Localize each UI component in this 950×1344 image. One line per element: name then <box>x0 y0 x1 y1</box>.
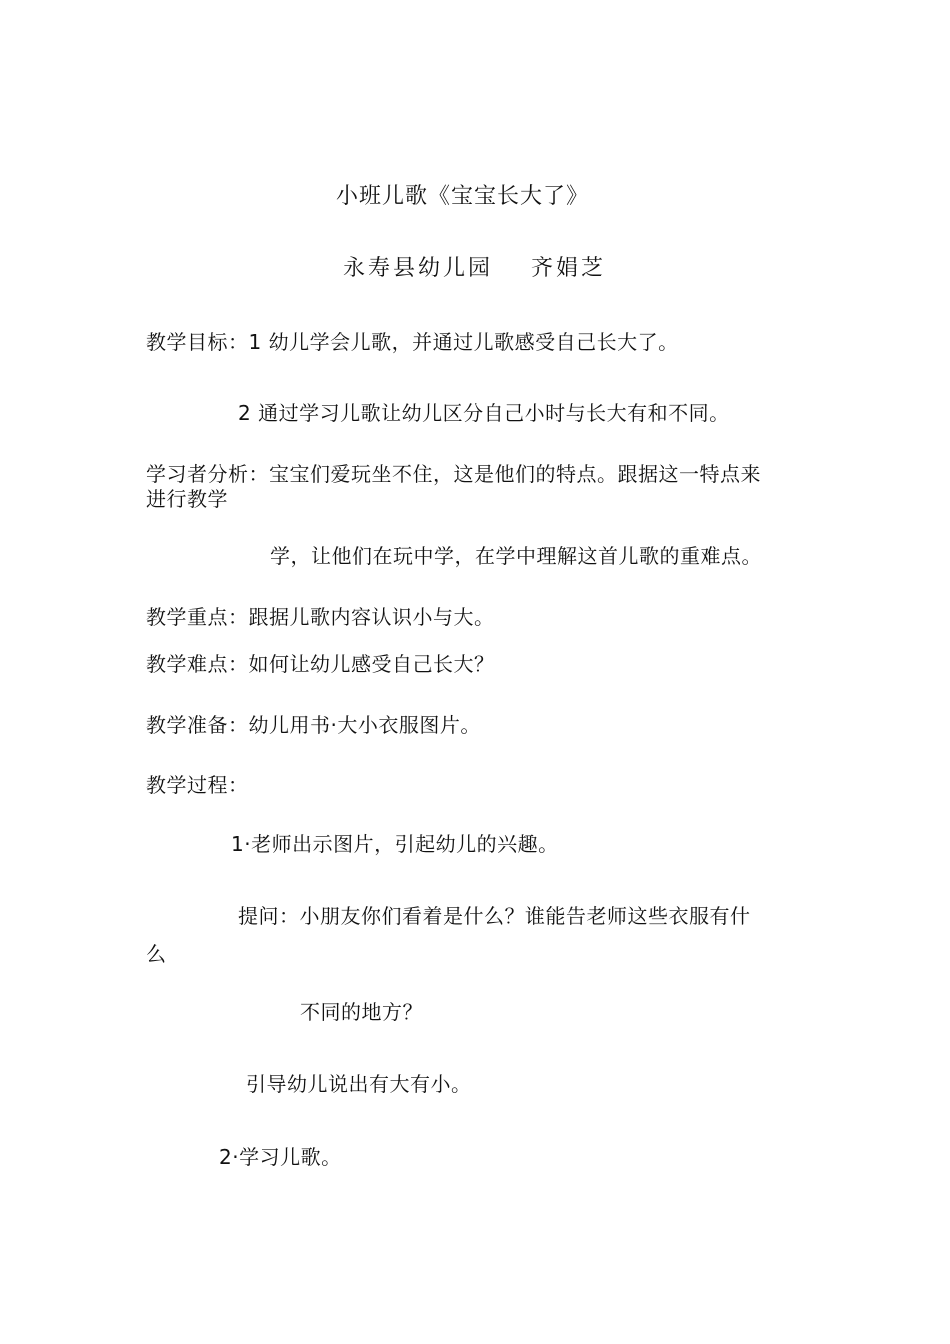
question-line-3: 不同的地方？ <box>300 1000 423 1024</box>
teaching-preparation: 教学准备：幼儿用书·大小衣服图片。 <box>146 713 481 737</box>
byline <box>343 257 606 281</box>
learner-analysis-line-2: 进行教学 <box>146 487 228 511</box>
teaching-difficulty: 教学难点：如何让幼儿感受自己长大？ <box>146 652 495 676</box>
teaching-key-point: 教学重点：跟据儿歌内容认识小与大。 <box>146 605 495 629</box>
question-line-2: 么 <box>146 942 167 966</box>
process-step-2: 2·学习儿歌。 <box>219 1145 342 1169</box>
document-title: 小班儿歌《宝宝长大了》 <box>336 184 590 209</box>
learner-analysis-line-3: 学，让他们在玩中学，在学中理解这首儿歌的重难点。 <box>270 544 762 568</box>
teaching-process-heading: 教学过程： <box>146 773 249 797</box>
learner-analysis-line-1: 学习者分析：宝宝们爱玩坐不住，这是他们的特点。跟据这一特点来 <box>146 462 761 486</box>
author-name: 齐娟芝 <box>531 256 607 281</box>
question-line-1: 提问：小朋友你们看着是什么？谁能告老师这些衣服有什 <box>238 904 751 928</box>
guide-children: 引导幼儿说出有大有小。 <box>246 1072 472 1096</box>
process-step-1: 1·老师出示图片，引起幼儿的兴趣。 <box>231 832 559 856</box>
teaching-goal-2: 2 通过学习儿歌让幼儿区分自己小时与长大有和不同。 <box>238 401 730 425</box>
teaching-goal-1: 教学目标：1 幼儿学会儿歌，并通过儿歌感受自己长大了。 <box>146 330 679 354</box>
kindergarten-name: 永寿县幼儿园 <box>343 256 494 281</box>
